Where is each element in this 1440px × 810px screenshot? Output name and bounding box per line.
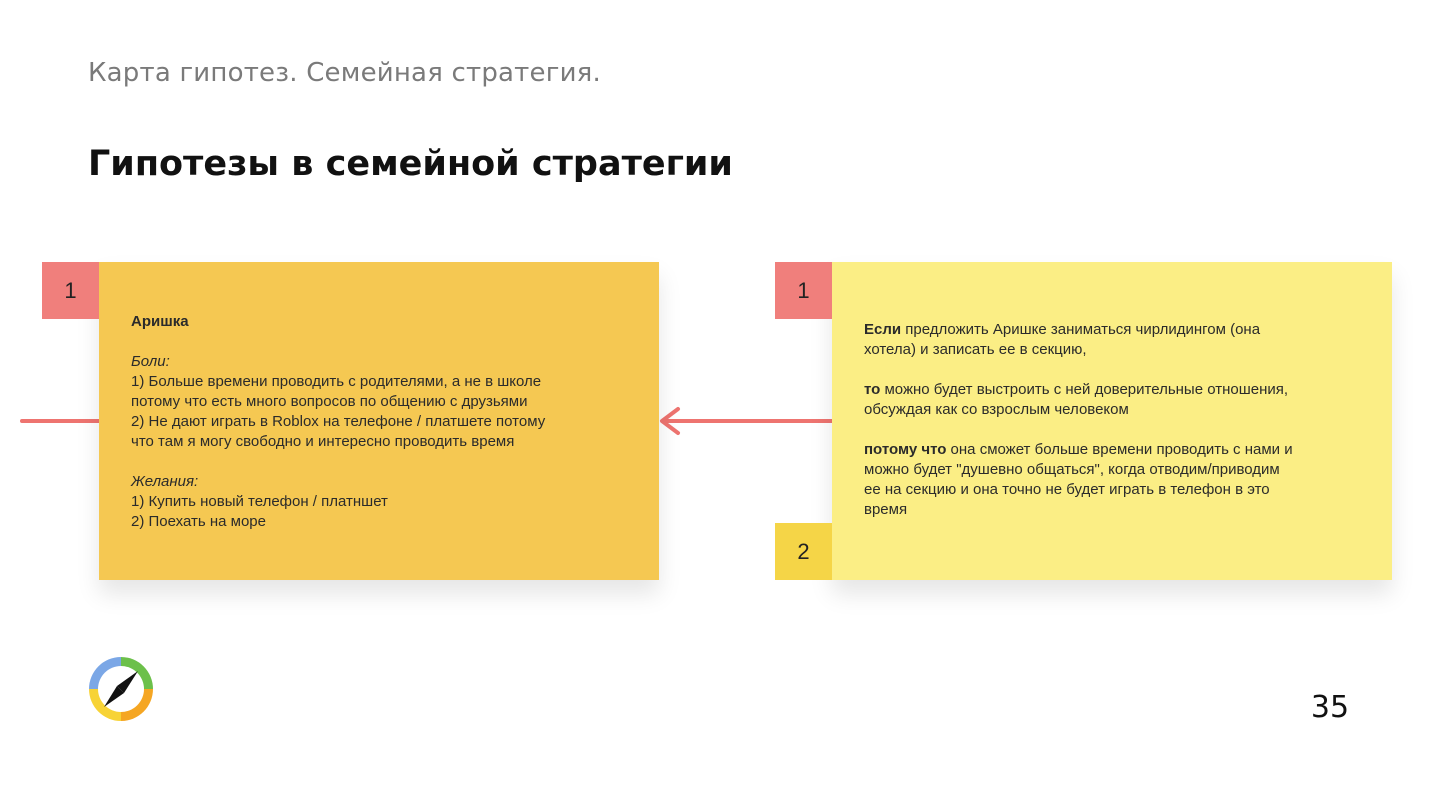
because-text: она сможет больше времени проводить с нами и: [946, 441, 1293, 458]
wish-line: 2) Поехать на море: [131, 513, 266, 530]
persona-card-tag: 1: [42, 262, 99, 319]
persona-name: Аришка: [131, 313, 189, 330]
if-keyword: Если: [864, 321, 902, 338]
pain-line: 2) Не дают играть в Roblox на телефоне / платшете потому: [131, 413, 546, 430]
slide-subtitle: Карта гипотез. Семейная стратегия.: [88, 58, 601, 88]
hypothesis-card-text: [864, 320, 1293, 520]
because-text: время: [864, 501, 908, 518]
hypothesis-card-tag-top: 1: [775, 262, 832, 319]
because-text: можно будет "душевно общаться", когда отводим/приводим: [864, 461, 1280, 478]
hypothesis-card-tag-bottom: 2: [775, 523, 832, 580]
slide-title: Гипотезы в семейной стратегии: [88, 144, 733, 184]
then-text: можно будет выстроить с ней доверительные отношения,: [880, 381, 1289, 398]
wish-line: 1) Купить новый телефон / платншет: [131, 493, 388, 510]
persona-card: [99, 262, 659, 580]
pain-line: 1) Больше времени проводить с родителями, а не в школе: [131, 373, 542, 390]
page-number: 35: [1310, 690, 1350, 725]
connector-arrow: [654, 404, 834, 438]
persona-card-text: [131, 312, 545, 532]
pains-heading: Боли:: [131, 353, 170, 370]
because-keyword: потому что: [864, 441, 947, 458]
hypothesis-card: [832, 262, 1392, 580]
then-text: обсуждая как со взрослым человеком: [864, 401, 1129, 418]
left-connector-line: [20, 414, 102, 428]
compass-logo-icon: [88, 656, 154, 722]
because-text: ее на секцию и она точно не будет играть в телефон в это: [864, 481, 1270, 498]
pain-line: что там я могу свободно и интересно проводить время: [131, 433, 515, 450]
wishes-heading: Желания:: [131, 473, 199, 490]
pain-line: потому что есть много вопросов по общению с друзьями: [131, 393, 528, 410]
if-text: предложить Аришке заниматься чирлидингом (она: [901, 321, 1261, 338]
then-keyword: то: [864, 381, 881, 398]
if-text: хотела) и записать ее в секцию,: [864, 341, 1087, 358]
